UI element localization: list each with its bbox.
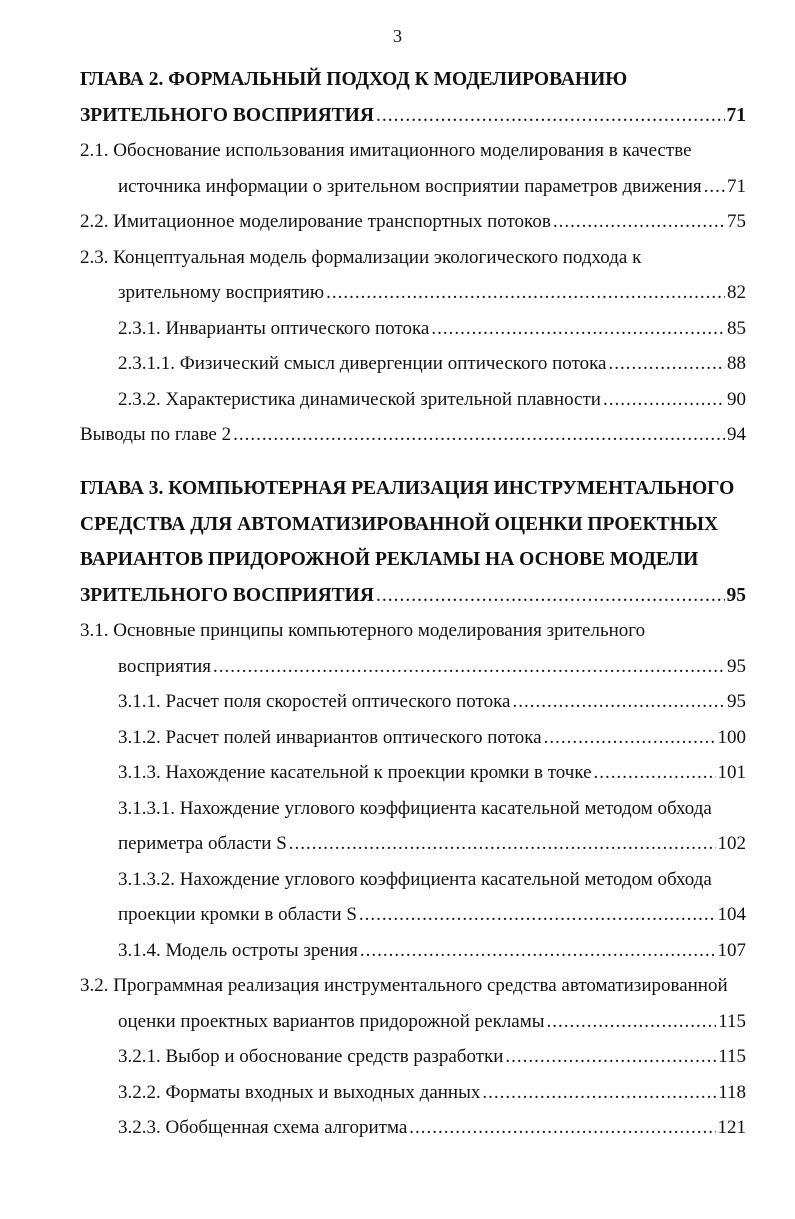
toc-entry-title: 2.3.2. Характеристика динамической зрительной плавности: [118, 388, 601, 410]
toc-entry-title: восприятия: [118, 655, 212, 677]
toc-page-number: 85: [727, 317, 746, 339]
toc-entry-title: 3.1.3. Нахождение касательной к проекции кромки в точке: [118, 762, 592, 783]
toc-entry[interactable]: [80, 311, 746, 347]
toc-entry-title: 3.2.3. Обобщенная схема алгоритма: [118, 1117, 408, 1138]
toc-entry-title: ЗРИТЕЛЬНОГО ВОСПРИЯТИЯ: [80, 584, 374, 606]
toc-entry-title: ВАРИАНТОВ ПРИДОРОЖНОЙ РЕКЛАМЫ НА ОСНОВЕ МОДЕЛИ: [80, 549, 699, 570]
toc-page-number: 115: [718, 1046, 746, 1067]
toc-entry[interactable]: [80, 1004, 746, 1040]
dot-leader: [213, 649, 725, 685]
toc-entry-title: 3.1.3.2. Нахождение углового коэффициента касательной методом обхода: [118, 868, 712, 890]
toc-entry[interactable]: [80, 275, 746, 311]
dot-leader: [233, 417, 725, 453]
spacer: [80, 453, 746, 472]
toc-page-number: 107: [717, 939, 746, 961]
dot-leader: [376, 98, 725, 134]
toc-chapter-heading[interactable]: [80, 98, 746, 134]
dot-leader: [547, 1004, 717, 1040]
toc-page-number: 90: [727, 388, 746, 410]
toc-chapter-heading[interactable]: [80, 578, 746, 614]
toc-entry-title: ЗРИТЕЛЬНОГО ВОСПРИЯТИЯ: [80, 104, 374, 126]
toc-entry-title: 3.1.1. Расчет поля скоростей оптического потока: [118, 691, 511, 712]
toc-entry[interactable]: [80, 613, 746, 649]
toc-entry[interactable]: [80, 649, 746, 685]
toc-page-number: 95: [726, 584, 746, 606]
toc-entry[interactable]: [80, 897, 746, 933]
toc-page-number: 71: [727, 175, 746, 197]
dot-leader: [505, 1039, 716, 1075]
toc-entry-title: 3.2.2. Форматы входных и выходных данных: [118, 1081, 481, 1103]
dot-leader: [326, 275, 725, 311]
toc-entry-title: 2.3. Концептуальная модель формализации экологического подхода к: [80, 246, 642, 268]
toc-entry-title: 3.1.4. Модель остроты зрения: [118, 939, 358, 961]
toc-entry-title: проекции кромки в области S: [118, 904, 357, 925]
dot-leader: [608, 346, 725, 382]
toc-page-number: 95: [727, 691, 746, 712]
toc-entry-title: 2.1. Обоснование использования имитационного моделирования в качестве: [80, 140, 692, 161]
toc-page-number: 115: [718, 1010, 746, 1032]
toc-entry[interactable]: [80, 684, 746, 720]
toc-entry[interactable]: [80, 791, 746, 827]
toc-chapter-heading[interactable]: [80, 507, 746, 543]
toc-page-number: 102: [717, 833, 746, 854]
dot-leader: [482, 1075, 716, 1111]
toc-entry-title: Выводы по главе 2: [80, 424, 232, 445]
toc-page-number: 71: [726, 104, 746, 126]
dot-leader: [359, 897, 716, 933]
toc-page-number: 95: [727, 655, 746, 677]
toc-chapter-heading[interactable]: [80, 542, 746, 578]
toc-page-number: 82: [727, 282, 746, 303]
toc-entry-title: ГЛАВА 3. КОМПЬЮТЕРНАЯ РЕАЛИЗАЦИЯ ИНСТРУМЕНТАЛЬНОГО: [80, 478, 735, 499]
toc-page-number: 101: [717, 762, 746, 783]
dot-leader: [553, 204, 725, 240]
dot-leader: [360, 933, 716, 969]
toc-entry[interactable]: [80, 204, 746, 240]
toc-entry[interactable]: [80, 1039, 746, 1075]
toc-page-number: 94: [727, 424, 746, 445]
toc-entry-title: СРЕДСТВА ДЛЯ АВТОМАТИЗИРОВАННОЙ ОЦЕНКИ ПРОЕКТНЫХ: [80, 513, 719, 535]
toc-chapter-heading[interactable]: [80, 62, 746, 98]
toc-page-number: 104: [717, 904, 746, 925]
toc-entry[interactable]: [80, 1075, 746, 1111]
toc-entry-title: 3.1. Основные принципы компьютерного моделирования зрительного: [80, 620, 646, 641]
dot-leader: [704, 169, 725, 205]
toc-entry-title: 3.1.3.1. Нахождение углового коэффициента касательной методом обхода: [118, 797, 712, 819]
toc-entry[interactable]: [80, 1110, 746, 1146]
toc-entry-title: периметра области S: [118, 833, 287, 854]
toc-page-number: 100: [717, 726, 746, 748]
toc-entry[interactable]: [80, 240, 746, 276]
toc-entry-title: оценки проектных вариантов придорожной рекламы: [118, 1010, 545, 1032]
toc-entry[interactable]: [80, 933, 746, 969]
dot-leader: [376, 578, 725, 614]
toc-entry-title: 3.1.2. Расчет полей инвариантов оптического потока: [118, 726, 542, 748]
dot-leader: [289, 826, 716, 862]
dot-leader: [594, 755, 716, 791]
toc-entry-title: источника информации о зрительном восприятии параметров движения: [118, 175, 702, 197]
toc-entry[interactable]: [80, 417, 746, 453]
dot-leader: [544, 720, 716, 756]
toc-entry[interactable]: [80, 382, 746, 418]
toc-entry-title: 2.2. Имитационное моделирование транспортных потоков: [80, 211, 551, 232]
toc-page-number: 118: [718, 1081, 746, 1103]
toc-entry[interactable]: [80, 755, 746, 791]
toc-entry[interactable]: [80, 862, 746, 898]
toc-entry-title: 2.3.1.1. Физический смысл дивергенции оптического потока: [118, 353, 607, 374]
toc-page-number: 88: [727, 353, 746, 374]
toc-entry[interactable]: [80, 133, 746, 169]
toc-entry[interactable]: [80, 346, 746, 382]
dot-leader: [409, 1110, 715, 1146]
dot-leader: [512, 684, 725, 720]
toc-entry[interactable]: [80, 968, 746, 1004]
page-number: 3: [393, 26, 402, 46]
toc-entry[interactable]: [80, 720, 746, 756]
toc-page-number: 121: [717, 1117, 746, 1138]
dot-leader: [431, 311, 725, 347]
toc-entry-title: зрительному восприятию: [118, 282, 325, 303]
toc-entry[interactable]: [80, 169, 746, 205]
toc-entry-title: 3.2.1. Выбор и обоснование средств разработки: [118, 1046, 504, 1067]
toc-entry-title: ГЛАВА 2. ФОРМАЛЬНЫЙ ПОДХОД К МОДЕЛИРОВАНИЮ: [80, 69, 628, 90]
toc-entry-title: 3.2. Программная реализация инструментального средства автоматизированной: [80, 975, 728, 996]
toc-entry-title: 2.3.1. Инварианты оптического потока: [118, 317, 430, 339]
table-of-contents: [80, 62, 746, 1146]
toc-page-number: 75: [727, 211, 746, 232]
dot-leader: [603, 382, 725, 418]
toc-entry[interactable]: [80, 826, 746, 862]
toc-chapter-heading[interactable]: [80, 471, 746, 507]
